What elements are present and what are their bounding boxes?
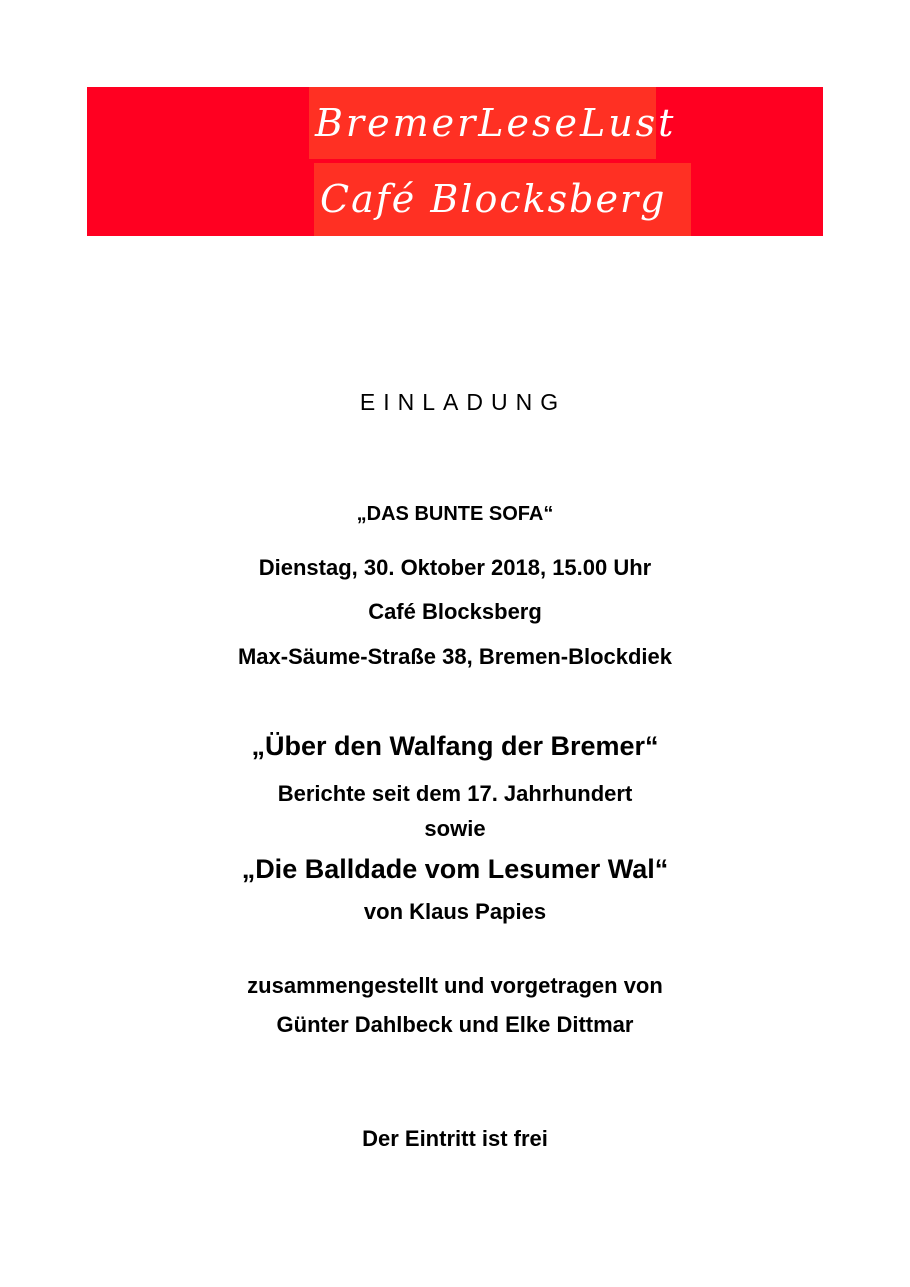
banner-title-cafe-blocksberg: Café Blocksberg [314, 163, 691, 236]
talk1-title: „Über den Walfang der Bremer“ [251, 731, 659, 761]
banner-title-bremerleselust: BremerLeseLust [309, 87, 656, 159]
invitation-heading: EINLADUNG [359, 389, 567, 415]
credits-presenters: Günter Dahlbeck und Elke Dittmar [276, 1012, 634, 1037]
program-conjunction: sowie [424, 816, 486, 841]
admission-note: Der Eintritt ist frei [362, 1126, 548, 1151]
talk2-title: „Die Balldade vom Lesumer Wal“ [241, 854, 669, 884]
event-venue: Café Blocksberg [368, 599, 542, 624]
series-title: „DAS BUNTE SOFA“ [356, 503, 554, 525]
header-banner [87, 87, 823, 236]
event-address: Max-Säume-Straße 38, Bremen-Blockdiek [237, 644, 673, 669]
talk2-author: von Klaus Papies [363, 899, 547, 924]
event-date-time: Dienstag, 30. Oktober 2018, 15.00 Uhr [258, 555, 652, 580]
credits-intro: zusammengestellt und vorgetragen von [247, 973, 663, 998]
talk1-subtitle: Berichte seit dem 17. Jahrhundert [277, 781, 633, 806]
